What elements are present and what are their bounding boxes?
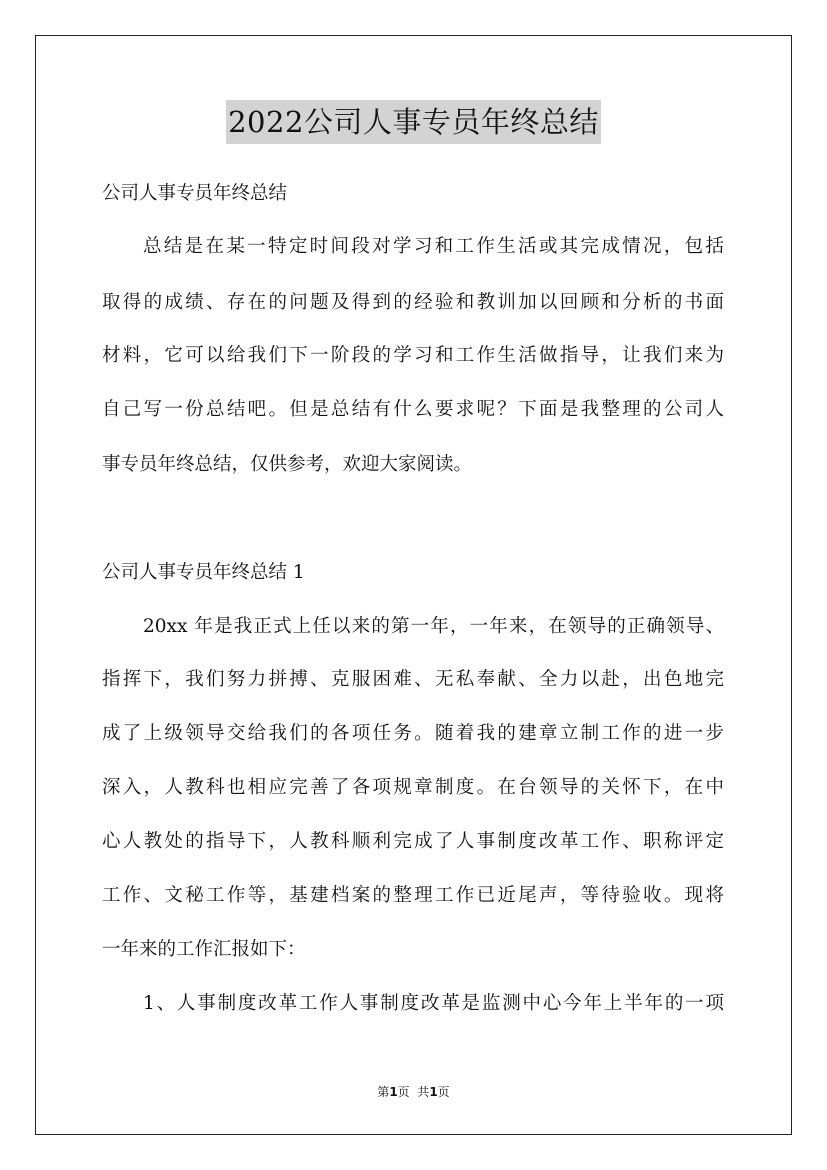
intro-line: 材料，它可以给我们下一阶段的学习和工作生活做指导，让我们来为 [102, 345, 724, 366]
section-heading: 公司人事专员年终总结 1 [102, 562, 305, 583]
section-line: 深入，人教科也相应完善了各项规章制度。在台领导的关怀下，在中 [102, 777, 724, 798]
page-footer [0, 1084, 827, 1100]
document-title-text: 2022公司人事专员年终总结 [226, 100, 601, 144]
page-label-mid: 页 共 [397, 1085, 430, 1099]
subtitle: 公司人事专员年终总结 [102, 183, 288, 204]
section-line: 工作、文秘工作等，基建档案的整理工作已近尾声，等待验收。现将 [102, 885, 724, 906]
section-line: 心人教处的指导下，人教科顺利完成了人事制度改革工作、职称评定 [102, 831, 724, 852]
intro-line: 取得的成绩、存在的问题及得到的经验和教训加以回顾和分析的书面 [102, 292, 724, 313]
page-label-prefix: 第 [377, 1085, 390, 1099]
document-title [0, 100, 827, 144]
page-label-suffix: 页 [437, 1085, 450, 1099]
intro-line: 总结是在某一特定时间段对学习和工作生活或其完成情况，包括 [143, 236, 724, 257]
section-line: 成了上级领导交给我们的各项任务。随着我的建章立制工作的进一步 [102, 723, 724, 744]
section-line: 指挥下，我们努力拼搏、克服困难、无私奉献、全力以赴，出色地完 [102, 669, 724, 690]
page-total: 1 [429, 1085, 438, 1099]
section-line: 一年来的工作汇报如下： [102, 939, 306, 960]
intro-line: 事专员年终总结，仅供参考，欢迎大家阅读。 [102, 454, 473, 475]
section-line: 20xx 年是我正式上任以来的第一年，一年来，在领导的正确领导、 [143, 616, 724, 637]
intro-line: 自己写一份总结吧。但是总结有什么要求呢？下面是我整理的公司人 [102, 399, 724, 420]
page-current: 1 [389, 1085, 398, 1099]
item-line: 1、人事制度改革工作人事制度改革是监测中心今年上半年的一项 [143, 993, 724, 1014]
